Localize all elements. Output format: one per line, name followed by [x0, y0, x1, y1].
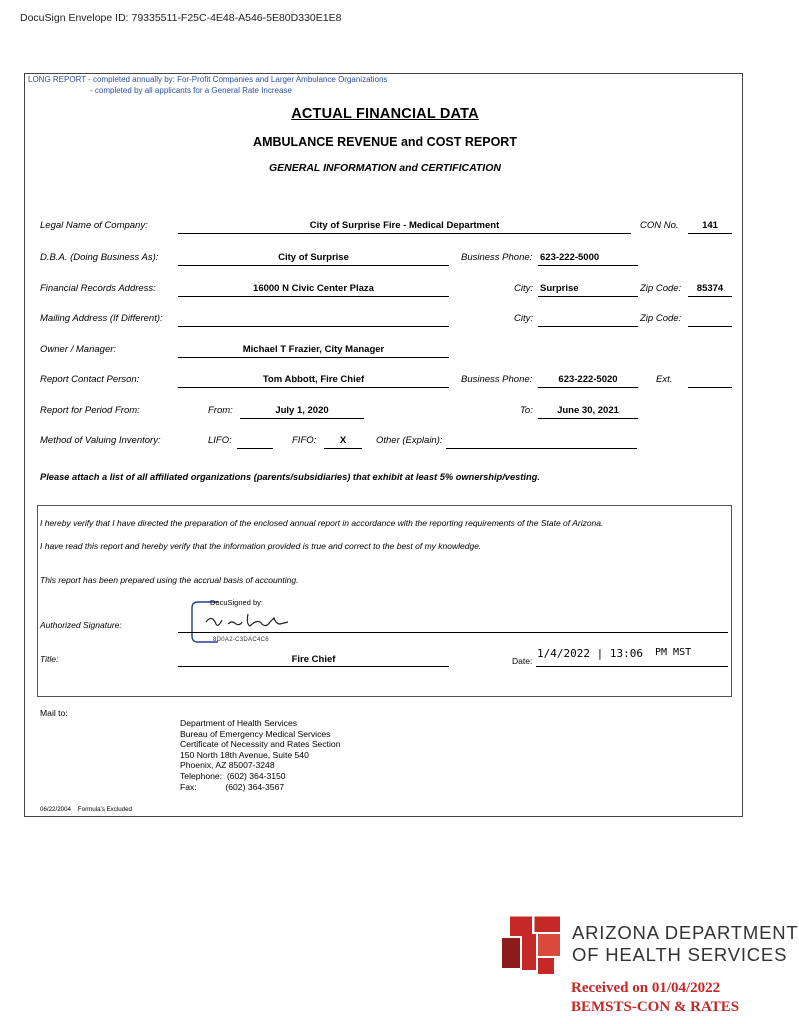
business-phone-value[interactable]: 623-222-5000: [540, 252, 600, 263]
mail-line: Fax: (602) 364-3567: [180, 781, 285, 792]
certification-line3: This report has been prepared using the accrual basis of accounting.: [40, 575, 299, 585]
lifo-field[interactable]: [237, 448, 273, 449]
business-phone-label: Business Phone:: [461, 252, 533, 263]
mailing-city-label: City:: [514, 313, 533, 324]
title-value[interactable]: Fire Chief: [291, 654, 336, 665]
contact-label: Report Contact Person:: [40, 374, 140, 385]
mail-line: Telephone: (602) 364-3150: [180, 770, 286, 781]
lifo-label: LIFO:: [208, 435, 232, 446]
section-title: GENERAL INFORMATION and CERTIFICATION: [269, 162, 501, 174]
page-title: ACTUAL FINANCIAL DATA: [291, 106, 479, 122]
zip-label: Zip Code:: [640, 283, 682, 294]
mail-line: 150 North 18th Avenue, Suite 540: [180, 749, 309, 760]
received-line2: BEMSTS-CON & RATES: [571, 999, 740, 1015]
date-suffix: PM MST: [655, 647, 692, 658]
logo-line2: OF HEALTH SERVICES: [572, 944, 788, 965]
mail-to-address: [180, 718, 341, 792]
records-address-label: Financial Records Address:: [40, 283, 156, 294]
other-label: Other (Explain):: [376, 435, 443, 446]
mailing-city-field[interactable]: [538, 326, 638, 327]
city-value[interactable]: Surprise: [540, 283, 579, 294]
contact-value[interactable]: Tom Abbott, Fire Chief: [262, 374, 365, 385]
mailing-zip-label: Zip Code:: [640, 313, 682, 324]
mail-to-label: Mail to:: [40, 708, 68, 718]
docusigned-by-label: DocuSigned by:: [210, 598, 263, 607]
mail-line: Phoenix, AZ 85007-3248: [180, 760, 275, 771]
inventory-label: Method of Valuing Inventory:: [40, 435, 161, 446]
legal-name-label: Legal Name of Company:: [40, 220, 148, 231]
from-value[interactable]: July 1, 2020: [275, 405, 329, 416]
title-label: Title:: [40, 654, 59, 664]
to-label: To:: [520, 405, 533, 416]
arizona-dhs-logo-icon: [500, 912, 566, 976]
from-label: From:: [208, 405, 233, 416]
fifo-value[interactable]: X: [339, 435, 347, 446]
certification-box: [37, 505, 732, 697]
ext-field[interactable]: [688, 387, 732, 388]
mail-line: Department of Health Services: [180, 718, 298, 728]
dba-value[interactable]: City of Surprise: [278, 252, 349, 263]
handwritten-signature-icon: [202, 610, 292, 632]
footer-code: 06/22/2004 Formula's Excluded: [40, 806, 132, 813]
date-label: Date:: [512, 656, 533, 666]
signature-label: Authorized Signature:: [40, 620, 122, 630]
header-note-line1: LONG REPORT - completed annually by: For-Profit Companies and Larger Ambulance Organizations: [28, 75, 388, 84]
mailing-address-label: Mailing Address (If Different):: [40, 313, 163, 324]
header-note-line2: - completed by all applicants for a General Rate Increase: [90, 86, 292, 95]
owner-value[interactable]: Michael T Frazier, City Manager: [242, 344, 385, 355]
mailing-address-field[interactable]: [178, 326, 449, 327]
logo-line1: ARIZONA DEPARTMENT: [572, 922, 799, 943]
fifo-label: FIFO:: [292, 435, 317, 446]
contact-phone-value[interactable]: 623-222-5020: [558, 374, 618, 385]
con-label: CON No.: [640, 220, 679, 231]
zip-value[interactable]: 85374: [696, 283, 724, 294]
certification-line2: I have read this report and hereby verify that the information provided is true and correct to the best of my knowledge.: [40, 541, 482, 551]
owner-label: Owner / Manager:: [40, 344, 117, 355]
signature-id: 8D0A2-C3DAC4C6: [213, 637, 269, 643]
other-field[interactable]: [446, 448, 637, 449]
mailing-zip-field[interactable]: [688, 326, 732, 327]
date-value[interactable]: 1/4/2022 | 13:06: [537, 647, 643, 660]
page-subtitle: AMBULANCE REVENUE and COST REPORT: [253, 135, 517, 149]
con-value[interactable]: 141: [702, 220, 718, 231]
to-value[interactable]: June 30, 2021: [557, 405, 619, 416]
legal-name-value[interactable]: City of Surprise Fire - Medical Department: [309, 220, 500, 231]
ext-label: Ext.: [656, 374, 673, 385]
envelope-id: DocuSign Envelope ID: 79335511-F25C-4E48-A546-5E80D330E1E8: [20, 12, 342, 24]
affiliates-note: Please attach a list of all affiliated organizations (parents/subsidiaries) that exhibit at least 5% ownership/vesting.: [40, 472, 540, 482]
city-label: City:: [514, 283, 533, 294]
received-line1: Received on 01/04/2022: [571, 980, 721, 996]
period-label: Report for Period From:: [40, 405, 140, 416]
records-address-value[interactable]: 16000 N Civic Center Plaza: [253, 283, 374, 294]
mail-line: Certificate of Necessity and Rates Section: [180, 739, 341, 750]
certification-line1: I hereby verify that I have directed the preparation of the enclosed annual report in accordance with the reporting requirements of the State of Arizona.: [40, 518, 604, 528]
mail-line: Bureau of Emergency Medical Services: [180, 728, 331, 739]
dba-label: D.B.A. (Doing Business As):: [40, 252, 159, 263]
contact-phone-label: Business Phone:: [461, 374, 533, 385]
